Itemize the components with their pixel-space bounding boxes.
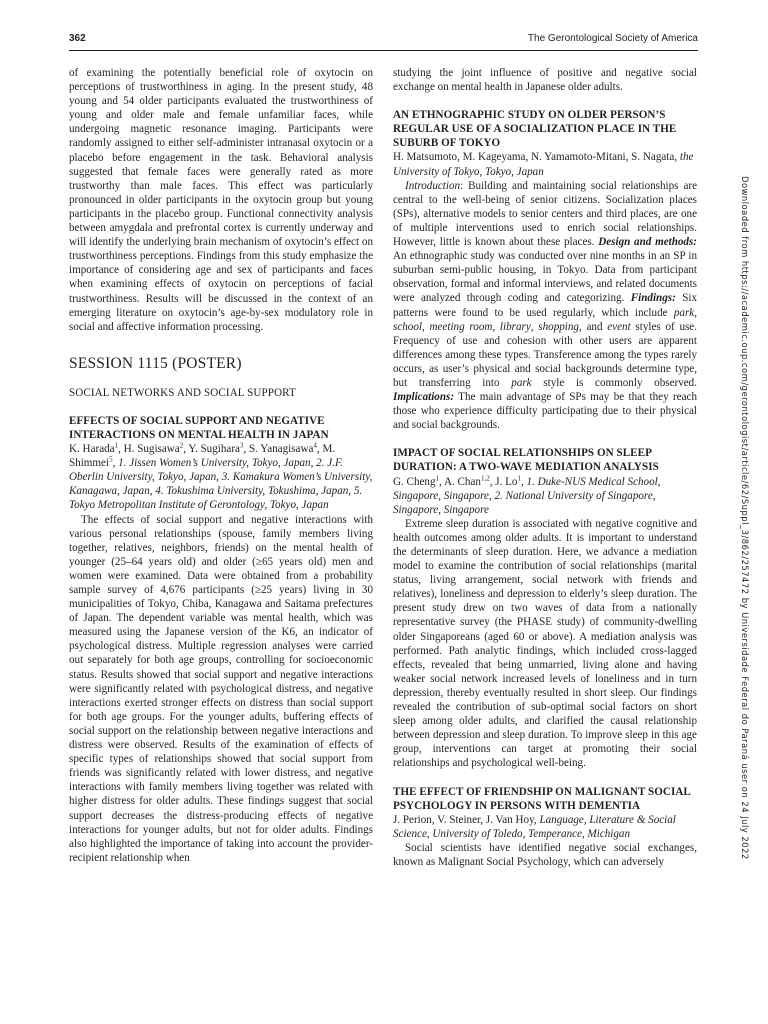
- abstract-title: THE EFFECT OF FRIENDSHIP ON MALIGNANT SOCIAL PSYCHOLOGY IN PERSONS WITH DEMENTIA: [393, 785, 691, 812]
- abstract-authors: K. Harada$^1$, H. Sugisawa$^2$, Y. Sugihara$^3$, S. Yanagisawa$^4$, M. Shimmei$^5$, 1. Jissen Women’s University, Tokyo, Japan, 2. J.F. Oberlin University, Tokyo, Japan, 3. Kamakura Women’s University, Kanagawa, Japan, 4. Tokushima University, Tokushima, Japan, 5. Tokyo Metropolitan Institute of Gerontology, Tokyo, Japan: [69, 441, 373, 512]
- abstract-title: EFFECTS OF SOCIAL SUPPORT AND NEGATIVE INTERACTIONS ON MENTAL HEALTH IN JAPAN: [69, 414, 329, 441]
- continued-paragraph: of examining the potentially beneficial role of oxytocin on perceptions of trustworthiness in aging. In the present study, 48 young and 54 older participants evaluated the trustworthiness of young and older male and female unfamiliar faces, while undergoing magnetic resonance imaging. Participants were randomly assigned to either self-administer intranasal oxytocin or a placebo before engagement in the task. Behavioral analysis suggested that female faces were generally rated as more trustworthy than male faces. This effect was particularly pronounced in older participants in the oxytocin group but young participants in the placebo group. Functional connectivity analysis between amygdala and prefrontal cortex is currently underway and will identify the underlying brain mechanism of oxytocin’s effect on trustworthiness perceptions. Findings from this study emphasize the importance of considering age and sex of participants and faces when examining effects of oxytocin on perceptions of facial trustworthiness. Results will be discussed in the context of an emerging literature on oxytocin’s age-by-sex modulatory role in social and affective information processing.: [69, 67, 373, 333]
- continued-paragraph: studying the joint influence of positive and negative social exchange on mental health in Japanese older adults.: [393, 67, 697, 94]
- abstract-body: Introduction: Building and maintaining social relationships are central to the well-being of senior citizens. Socialization places (SPs), alternative models to senior centers and third places, are one of multiple interventions used to enrich social relationships. However, little is known about these places. Design and methods: An ethnographic study was conducted over nine months in an SP in suburban semi-public housing, in Tokyo. Data from participant observation, formal and informal interviews, and related documents were analyzed through coding and categorizing. Findings: Six patterns were found to be used regularly, which include park, school, meeting room, library, shopping, and event styles of use. Frequency of use and cohesion with other users are apparent differences among these types. Transference among the types rarely occurs, as user’s physical and social backgrounds determine type, but transferring into park style is commonly observed. Implications: The main advantage of SPs may be that they reach those who experience difficulty participating due to their physical and social backgrounds.: [393, 179, 698, 432]
- abstract-affiliations: 1. Jissen Women’s University, Tokyo, Japan, 2. J.F. Oberlin University, Tokyo, Japan, 3. Kamakura Women’s University, Kanagawa, Japan, 4. Tokushima University, Tokushima, Japan, 5. Tokyo Metropolitan Institute of Gerontology, Tokyo, Japan: [69, 457, 373, 512]
- left-column: [69, 66, 373, 865]
- abstract-authors: G. Cheng$^1$, A. Chan$^{1,2}$, J. Lo$^1$, 1. Duke-NUS Medical School, Singapore, Singapore, 2. National University of Singapore, Singapore, Singapore: [393, 473, 661, 516]
- abstract-authors: J. Perion, V. Steiner, J. Van Hoy, Language, Literature & Social Science, University of Toledo, Temperance, Michigan: [393, 813, 676, 840]
- abstract-body: Social scientists have identified negative social exchanges, known as Malignant Social Psychology, which can adversely: [393, 841, 697, 868]
- download-note: Downloaded from https://academic.oup.com/gerontologist/article/62/Suppl_3/862/257472 by Universidade Federal do Paraná user on 24 July 2022: [740, 176, 750, 860]
- right-column: [393, 66, 697, 869]
- page-header: [0, 0, 768, 56]
- page-number: 362: [69, 33, 86, 44]
- abstract-body: Extreme sleep duration is associated with negative cognitive and health outcomes among older adults. It is important to understand the determinants of sleep duration. Here, we advance a mediation model to examine the contribution of social relationships (marital status, living arrangement, social network with friends and relatives), loneliness and depression to elderly’s sleep duration. The present study drew on two waves of data from a nationally representative survey (the PHASE study) of community-dwelling older Singaporeans (aged 60 or above). A mediation analysis was performed. Path analytic findings, which included cross-lagged effects, revealed that being unmarried, living alone and having weaker social network increased levels of loneliness and in turn depression, thereby eventually resulted in short sleep. Our findings revealed the contribution of sub-optimal social factors on short sleep among older adults, and clarified the causal relationship between depression and sleep duration. To improve sleep in this age group, interventions can target at promoting their social relationships and psychological well-being.: [393, 517, 697, 770]
- abstract-affiliations: Language, Literature & Social Science, University of Toledo, Temperance, Michigan: [393, 813, 676, 840]
- abstract-affiliations: the University of Tokyo, Tokyo, Japan: [393, 151, 694, 178]
- abstract-body: The effects of social support and negative interactions with various personal relationships (spouse, family members living together, relatives, neighbors, friends) on the mental health of younger (25–64 years old) and older (≥65 years old) men and women were examined. Data were obtained from a probability sample survey of 4,676 participants (≥25 years) living in 30 municipalities of Tokyo, Chiba, Kanagawa and Saitama prefectures of Japan. The dependent variable was mental health, which was measured using the Japanese version of the K6, an indicator of psychological distress. Multiple regression analyses were carried out separately for both age groups, controlling for socioeconomic status. Results showed that social support and negative interactions were significantly related with psychological distress, and negative interactions exerted stronger effects on distress than social support for both age groups. For the younger adults, buffering effects of social support on the relationship between negative interactions and distress were observed. Results of the examination of effects of specific types of relationships showed that social support from friends was significantly related with lower distress, and negative interactions with family members living together was related with higher distress for older adults. These findings suggest that social support decreases the distress-producing effects of negative interactions for younger adults, but not for older adults. Findings also highlighted the importance of taking into account the provider-recipient relationship when: [69, 513, 373, 864]
- abstract-title: AN ETHNOGRAPHIC STUDY ON OLDER PERSON’S REGULAR USE OF A SOCIALIZATION PLACE IN THE SUBURB OF TOKYO: [393, 109, 677, 150]
- abstract-authors: H. Matsumoto, M. Kageyama, N. Yamamoto-Mitani, S. Nagata, the University of Tokyo, Tokyo, Japan: [393, 151, 694, 178]
- subsection-heading: SOCIAL NETWORKS AND SOCIAL SUPPORT: [69, 386, 296, 399]
- abstract-title: IMPACT OF SOCIAL RELATIONSHIPS ON SLEEP DURATION: A TWO-WAVE MEDIATION ANALYSIS: [393, 447, 659, 474]
- download-watermark: [738, 176, 752, 1016]
- session-heading: SESSION 1115 (POSTER): [69, 354, 242, 372]
- header-rule: [69, 50, 698, 51]
- abstract-affiliations: 1. Duke-NUS Medical School, Singapore, Singapore, 2. National University of Singapore, Singapore, Singapore: [393, 475, 661, 516]
- journal-name: The Gerontological Society of America: [527, 33, 698, 44]
